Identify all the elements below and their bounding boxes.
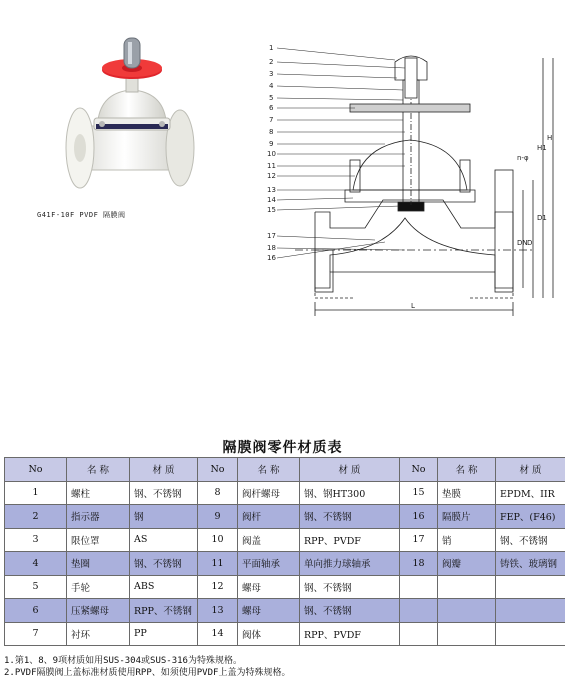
dim-n-phi: n-φ (517, 154, 529, 162)
cell-no: 5 (5, 575, 67, 599)
photo-caption: G41F-10F PVDF 隔膜阀 (37, 211, 126, 219)
valve-product-photo (40, 28, 215, 198)
table-row (5, 622, 565, 646)
callout-2: 2 (269, 58, 274, 66)
cell-material: 钢、不锈钢 (130, 481, 198, 505)
col-header-name: 名 称 (67, 458, 130, 482)
cell-no: 13 (198, 599, 238, 623)
table-row (5, 481, 565, 505)
cell-no: 14 (198, 622, 238, 646)
col-header-no: No (5, 458, 67, 482)
cell-material: RPP、PVDF (300, 528, 400, 552)
callout-14: 14 (267, 196, 276, 204)
callout-7: 7 (269, 116, 274, 124)
callout-12: 12 (267, 172, 276, 180)
table-row (5, 552, 565, 576)
cell-no: 6 (5, 599, 67, 623)
cell-name: 平面轴承 (238, 552, 300, 576)
cell-no: 18 (400, 552, 438, 576)
cell-no (400, 599, 438, 623)
cell-name: 阀瓣 (438, 552, 496, 576)
cell-material: 钢、不锈钢 (300, 575, 400, 599)
callout-10: 10 (267, 150, 276, 158)
cell-no (400, 575, 438, 599)
col-header-name: 名 称 (438, 458, 496, 482)
callout-11: 11 (267, 162, 276, 170)
parts-material-table (4, 457, 565, 646)
callout-15: 15 (267, 206, 276, 214)
cell-no: 17 (400, 528, 438, 552)
callout-16: 16 (267, 254, 276, 262)
cell-no: 3 (5, 528, 67, 552)
cell-material: 钢、不锈钢 (300, 505, 400, 529)
cell-material (496, 622, 565, 646)
cell-name: 垫膜 (438, 481, 496, 505)
col-header-name: 名 称 (238, 458, 300, 482)
table-header-row (5, 458, 565, 482)
cell-material: ABS (130, 575, 198, 599)
cell-no: 9 (198, 505, 238, 529)
cell-no: 8 (198, 481, 238, 505)
cell-material: 钢 (130, 505, 198, 529)
cell-material (496, 599, 565, 623)
cell-no: 1 (5, 481, 67, 505)
callout-8: 8 (269, 128, 274, 136)
callout-1: 1 (269, 44, 274, 52)
cell-name: 阀盖 (238, 528, 300, 552)
dim-h1: H1 (537, 144, 547, 152)
col-header-no: No (400, 458, 438, 482)
cell-material: FEP、(F46) (496, 505, 565, 529)
callout-4: 4 (269, 82, 274, 90)
cell-material: 钢、不锈钢 (496, 528, 565, 552)
cell-name: 衬环 (67, 622, 130, 646)
cell-material: RPP、PVDF (300, 622, 400, 646)
cell-name: 螺柱 (67, 481, 130, 505)
callout-13: 13 (267, 186, 276, 194)
cell-name: 螺母 (238, 599, 300, 623)
dim-h: H (547, 134, 553, 142)
cell-no: 12 (198, 575, 238, 599)
callout-6: 6 (269, 104, 274, 112)
cell-name: 垫圈 (67, 552, 130, 576)
cell-name: 手轮 (67, 575, 130, 599)
cell-name: 阀体 (238, 622, 300, 646)
callout-5: 5 (269, 94, 274, 102)
cell-name (438, 599, 496, 623)
cell-material: 钢、不锈钢 (300, 599, 400, 623)
valve-section-drawing (255, 40, 560, 325)
cell-name: 压紧螺母 (67, 599, 130, 623)
cell-name: 阀杆 (238, 505, 300, 529)
footnotes (4, 655, 290, 679)
cell-name: 限位罩 (67, 528, 130, 552)
dim-dn: DN (517, 239, 528, 247)
callout-18: 18 (267, 244, 276, 252)
cell-material: EPDM、IIR (496, 481, 565, 505)
col-header-no: No (198, 458, 238, 482)
dim-d1: D1 (537, 214, 547, 222)
table-row (5, 575, 565, 599)
cell-no: 11 (198, 552, 238, 576)
table-row (5, 528, 565, 552)
callout-3: 3 (269, 70, 274, 78)
cell-material: 钢、不锈钢 (130, 552, 198, 576)
cell-no: 15 (400, 481, 438, 505)
cell-no: 10 (198, 528, 238, 552)
dim-l: L (411, 302, 415, 310)
cell-material: 铸铁、玻璃钢 (496, 552, 565, 576)
cell-name (438, 575, 496, 599)
cell-name: 阀杆螺母 (238, 481, 300, 505)
col-header-material: 材 质 (300, 458, 400, 482)
cell-no: 7 (5, 622, 67, 646)
footnote-1: 1.第1、8、9项材质如用SUS-304或SUS-316为特殊规格。 (4, 656, 242, 666)
callout-17: 17 (267, 232, 276, 240)
cell-material: 单向推力球轴承 (300, 552, 400, 576)
cell-material: PP (130, 622, 198, 646)
cell-material: 钢、钢HT300 (300, 481, 400, 505)
footnote-2: 2.PVDF隔膜阀上盖标准材质使用RPP、如须使用PVDF上盖为特殊规格。 (4, 668, 291, 678)
table-row (5, 505, 565, 529)
cell-no: 2 (5, 505, 67, 529)
cell-material (496, 575, 565, 599)
cell-material: RPP、不锈钢 (130, 599, 198, 623)
col-header-material: 材 质 (496, 458, 565, 482)
table-row (5, 599, 565, 623)
cell-no: 16 (400, 505, 438, 529)
callout-9: 9 (269, 140, 274, 148)
cell-no: 4 (5, 552, 67, 576)
cell-name: 指示器 (67, 505, 130, 529)
cell-name (438, 622, 496, 646)
dim-d: D (527, 239, 533, 247)
cell-material: AS (130, 528, 198, 552)
cell-name: 隔膜片 (438, 505, 496, 529)
table-title: 隔膜阀零件材质表 (222, 440, 343, 456)
cell-name: 销 (438, 528, 496, 552)
cell-name: 螺母 (238, 575, 300, 599)
cell-no (400, 622, 438, 646)
col-header-material: 材 质 (130, 458, 198, 482)
